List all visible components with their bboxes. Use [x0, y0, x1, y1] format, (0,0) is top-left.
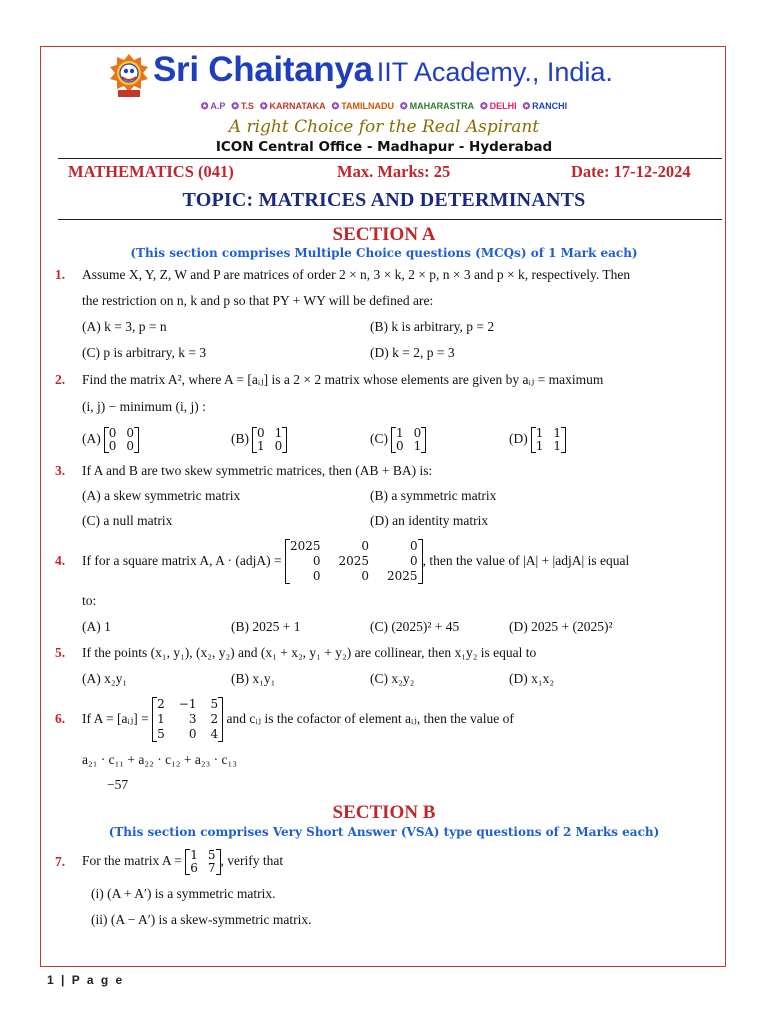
q3-option-c: (C) a null matrix — [82, 513, 173, 528]
sri-chaitanya-logo — [108, 52, 150, 98]
q2-option-matrix — [531, 427, 566, 453]
q7-part-i: (i) (A + A′) is a symmetric matrix. — [91, 886, 276, 901]
matrix-cell: 4 — [210, 727, 219, 742]
q3-option-b: (B) a symmetric matrix — [370, 488, 497, 503]
matrix-cell: 1 — [553, 438, 562, 453]
q4-post: , then the value of |A| + |adjA| is equal — [422, 553, 630, 568]
state-label: KARNATAKA — [269, 101, 326, 111]
star-icon: ✪ — [331, 101, 340, 111]
matrix-cell: 7 — [207, 860, 216, 875]
matrix-cell: 1 — [535, 425, 544, 440]
q2-option — [82, 424, 139, 454]
star-icon: ✪ — [259, 101, 268, 111]
matrix-cell: 0 — [126, 425, 135, 440]
matrix-cell: 0 — [409, 554, 418, 569]
q5-text: If the points (x₁, y₁), (x₂, y₂) and (x₁ + x₂, y₁ + y₂) are collinear, then x₁y₂ is equal to — [82, 645, 537, 660]
topic-title: TOPIC: MATRICES AND DETERMINANTS — [182, 189, 586, 211]
state-item — [332, 101, 394, 111]
matrix-cell: 1 — [413, 438, 422, 453]
state-list — [0, 101, 768, 112]
q2-option-matrix — [391, 427, 426, 453]
q2-option — [370, 424, 426, 454]
q5-option-a: (A) x₂y₁ — [82, 671, 128, 686]
matrix-cell: 0 — [396, 438, 404, 453]
q1-number: 1. — [55, 267, 66, 282]
office-address: ICON Central Office - Madhapur - Hyderabad — [215, 139, 553, 155]
matrix-cell: 1 — [535, 438, 544, 453]
matrix-cell: 5 — [210, 697, 219, 712]
q4-option-b: (B) 2025 + 1 — [231, 619, 301, 634]
q7-text — [82, 843, 283, 879]
q1-text-line2: the restriction on n, k and p so that PY + WY will be defined are: — [82, 293, 434, 308]
matrix-cell: 0 — [126, 438, 135, 453]
q1-option-d: (D) k = 2, p = 3 — [370, 345, 455, 360]
q1-option-c: (C) p is arbitrary, k = 3 — [82, 345, 207, 360]
state-item — [260, 101, 326, 111]
q5-option-b: (B) x₁y₁ — [231, 671, 276, 686]
q7-pre: For the matrix A = — [82, 853, 182, 868]
state-item — [400, 101, 474, 111]
q2-option-matrix — [104, 427, 139, 453]
q4-number: 4. — [55, 553, 66, 568]
q7-part-ii: (ii) (A − A′) is a skew-symmetric matrix. — [91, 912, 312, 927]
q7-post: , verify that — [220, 853, 284, 868]
q2-option-matrix — [252, 427, 287, 453]
matrix-cell: 5 — [207, 847, 216, 862]
star-icon: ✪ — [231, 101, 239, 111]
q2-option — [509, 424, 566, 454]
matrix-cell: 1 — [396, 425, 404, 440]
q5-option-d: (D) x₁x₂ — [509, 671, 555, 686]
matrix-cell: −1 — [178, 697, 197, 712]
matrix-cell: 0 — [413, 425, 422, 440]
star-icon: ✪ — [400, 101, 408, 111]
matrix-cell: 0 — [409, 539, 418, 554]
state-label: TAMILNADU — [341, 101, 395, 111]
max-marks: Max. Marks: 25 — [337, 162, 451, 181]
q4-matrix — [285, 539, 423, 584]
q2-number: 2. — [55, 372, 66, 387]
matrix-cell: 0 — [108, 438, 117, 453]
q4-pre: If for a square matrix A, A · (adjA) = — [82, 553, 282, 568]
matrix-cell: 1 — [257, 438, 265, 453]
q2-option-label: (A) — [82, 431, 101, 446]
section-b-title: SECTION B — [332, 802, 436, 823]
matrix-cell: 2025 — [387, 569, 418, 584]
brand-title — [153, 50, 613, 90]
matrix-cell: 0 — [257, 425, 265, 440]
star-icon: ✪ — [200, 101, 209, 111]
state-item — [480, 101, 517, 111]
q4-text-line1 — [82, 536, 629, 586]
brand-suffix: IIT Academy., India. — [376, 57, 613, 87]
section-a-subtitle: (This section comprises Multiple Choice questions (MCQs) of 1 Mark each) — [130, 246, 638, 260]
q3-option-d: (D) an identity matrix — [370, 513, 489, 528]
state-label: DELHI — [489, 101, 517, 111]
q6-answer: −57 — [107, 777, 129, 792]
q4-option-c: (C) (2025)² + 45 — [370, 619, 460, 634]
q2-option — [231, 424, 287, 454]
q5-option-c: (C) x₂y₂ — [370, 671, 415, 686]
page-number: 1 | P a g e — [47, 973, 125, 987]
q2-option-label: (D) — [509, 431, 528, 446]
star-icon: ✪ — [522, 101, 531, 111]
q4-text-line2: to: — [82, 593, 97, 608]
q2-text-line2: (i, j) − minimum (i, j) : — [82, 399, 206, 414]
matrix-cell: 0 — [188, 727, 197, 742]
q2-option-label: (B) — [231, 431, 249, 446]
q7-matrix — [185, 849, 220, 875]
q3-option-a: (A) a skew symmetric matrix — [82, 488, 241, 503]
state-label: A.P — [210, 101, 226, 111]
matrix-cell: 2025 — [289, 539, 321, 554]
subject-code: MATHEMATICS (041) — [68, 162, 234, 181]
q3-number: 3. — [55, 463, 66, 478]
matrix-cell: 1 — [274, 425, 283, 440]
matrix-cell: 1 — [190, 847, 198, 862]
matrix-cell: 0 — [312, 554, 321, 569]
matrix-cell: 1 — [157, 712, 165, 727]
state-item — [231, 101, 254, 111]
matrix-cell: 0 — [361, 569, 370, 584]
q3-text: If A and B are two skew symmetric matrices, then (AB + BA) is: — [82, 463, 433, 478]
q6-text-line1 — [82, 694, 514, 744]
q7-number: 7. — [55, 854, 66, 869]
brand-name: Sri Chaitanya — [153, 50, 373, 89]
q6-number: 6. — [55, 711, 66, 726]
state-label: MAHARASTRA — [409, 101, 475, 111]
matrix-cell: 6 — [190, 860, 198, 875]
star-icon: ✪ — [480, 101, 488, 111]
state-item — [523, 101, 568, 111]
matrix-cell: 0 — [274, 438, 283, 453]
q4-option-d: (D) 2025 + (2025)² — [509, 619, 613, 634]
tagline: A right Choice for the Real Aspirant — [228, 117, 540, 137]
matrix-cell: 0 — [361, 539, 370, 554]
header-divider — [58, 158, 722, 159]
matrix-cell: 2025 — [338, 554, 370, 569]
matrix-cell: 2 — [210, 712, 219, 727]
q5-number: 5. — [55, 645, 66, 660]
exam-date: Date: 17-12-2024 — [571, 162, 691, 181]
matrix-cell: 1 — [553, 425, 562, 440]
q2-option-label: (C) — [370, 431, 388, 446]
state-label: RANCHI — [532, 101, 568, 111]
q4-option-a: (A) 1 — [82, 619, 111, 634]
matrix-cell: 0 — [312, 569, 321, 584]
matrix-cell: 3 — [188, 712, 197, 727]
section-a-title: SECTION A — [332, 224, 436, 245]
matrix-cell: 0 — [108, 425, 117, 440]
q6-expression: a₂₁ · c₁₁ + a₂₂ · c₁₂ + a₂₃ · c₁₃ — [82, 752, 237, 767]
q1-option-b: (B) k is arbitrary, p = 2 — [370, 319, 495, 334]
state-label: T.S — [240, 101, 254, 111]
state-item — [201, 101, 226, 111]
q6-matrix — [152, 697, 223, 742]
matrix-cell: 5 — [157, 727, 165, 742]
q2-text-line1: Find the matrix A², where A = [aᵢⱼ] is a 2 × 2 matrix whose elements are given by aᵢⱼ = maximum — [82, 372, 604, 387]
matrix-cell: 2 — [157, 697, 165, 712]
q6-pre: If A = [aᵢⱼ] = — [82, 711, 149, 726]
q6-post: and cᵢⱼ is the cofactor of element aᵢⱼ, then the value of — [226, 711, 514, 726]
topic-divider — [58, 219, 722, 220]
q1-option-a: (A) k = 3, p = n — [82, 319, 167, 334]
section-b-subtitle: (This section comprises Very Short Answer (VSA) type questions of 2 Marks each) — [108, 825, 660, 839]
q1-text-line1: Assume X, Y, Z, W and P are matrices of order 2 × n, 3 × k, 2 × p, n × 3 and p × k, respectively. Then — [82, 267, 631, 282]
